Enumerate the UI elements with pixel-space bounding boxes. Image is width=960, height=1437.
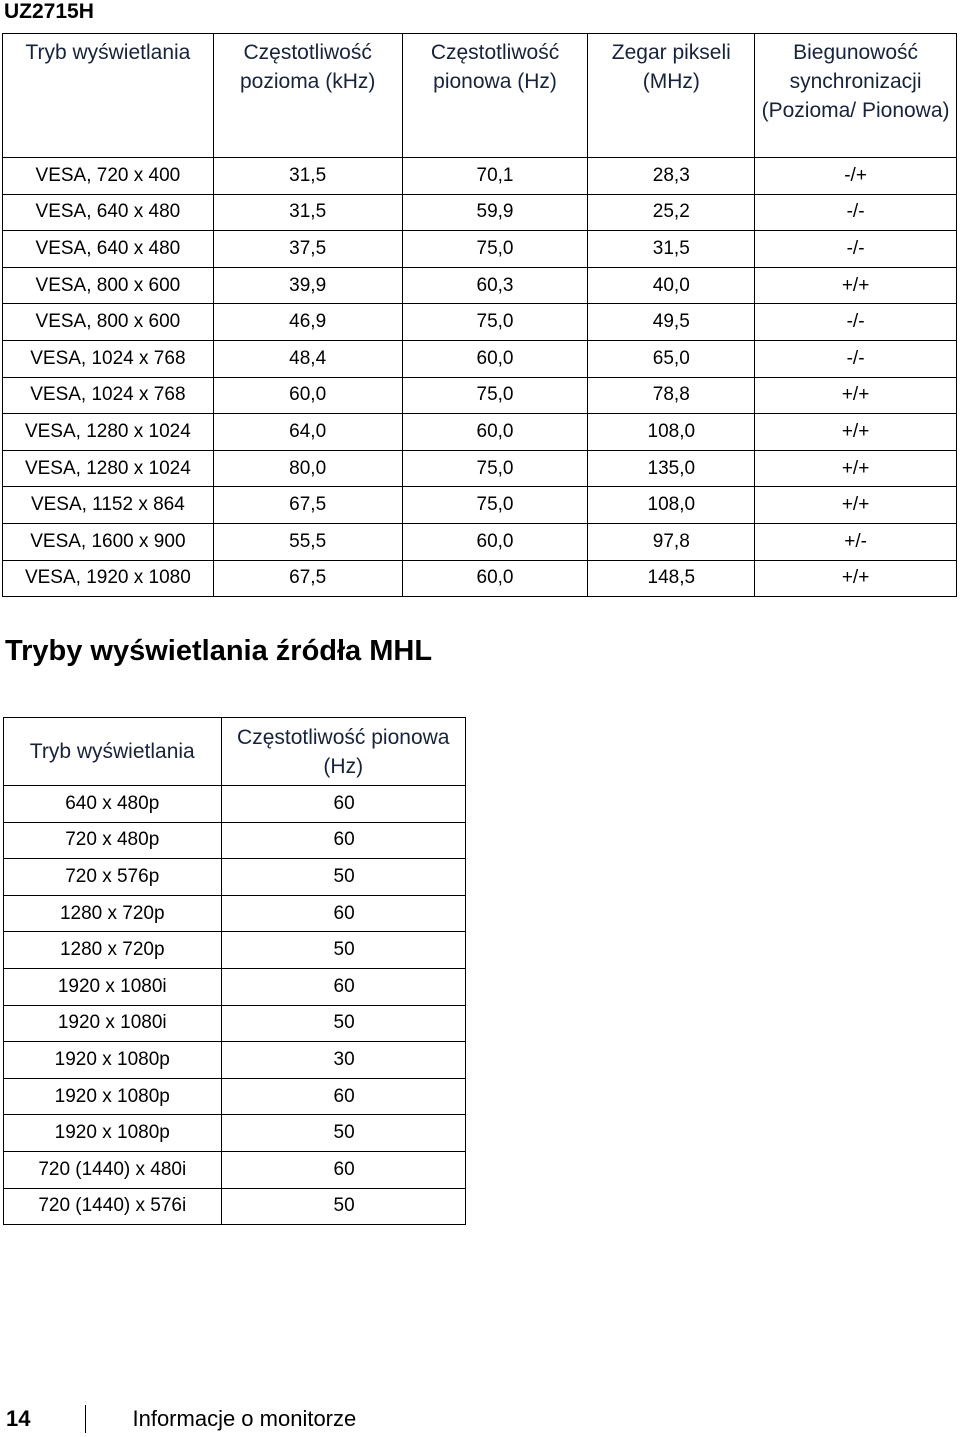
cell-pixel-clock: 65,0 bbox=[588, 340, 755, 377]
cell-horizontal-frequency: 60,0 bbox=[213, 377, 402, 414]
cell-horizontal-frequency: 31,5 bbox=[213, 158, 402, 195]
header-display-mode: Tryb wyświetlania bbox=[3, 34, 214, 158]
mhl-table-row bbox=[4, 1042, 466, 1079]
mhl-table-row bbox=[4, 968, 466, 1005]
table-row bbox=[3, 523, 957, 560]
cell-vertical-frequency: 60,0 bbox=[402, 560, 588, 597]
cell-pixel-clock: 108,0 bbox=[588, 487, 755, 524]
mhl-cell-vertical-frequency: 60 bbox=[221, 822, 465, 859]
cell-display-mode: VESA, 640 x 480 bbox=[3, 194, 214, 231]
cell-vertical-frequency: 60,0 bbox=[402, 523, 588, 560]
cell-horizontal-frequency: 48,4 bbox=[213, 340, 402, 377]
mhl-cell-display-mode: 720 (1440) x 576i bbox=[4, 1188, 222, 1225]
cell-sync-polarity: +/+ bbox=[755, 414, 957, 451]
cell-display-mode: VESA, 1280 x 1024 bbox=[3, 450, 214, 487]
mhl-modes-body bbox=[4, 786, 466, 1225]
table-row bbox=[3, 231, 957, 268]
page-footer bbox=[6, 1405, 356, 1433]
cell-vertical-frequency: 75,0 bbox=[402, 450, 588, 487]
mhl-table-row bbox=[4, 859, 466, 896]
cell-horizontal-frequency: 31,5 bbox=[213, 194, 402, 231]
mhl-cell-display-mode: 720 (1440) x 480i bbox=[4, 1151, 222, 1188]
header-vertical-frequency: Częstotliwość pionowa (Hz) bbox=[402, 34, 588, 158]
cell-display-mode: VESA, 720 x 400 bbox=[3, 158, 214, 195]
mhl-cell-vertical-frequency: 60 bbox=[221, 1078, 465, 1115]
cell-vertical-frequency: 75,0 bbox=[402, 487, 588, 524]
mhl-cell-display-mode: 1920 x 1080i bbox=[4, 968, 222, 1005]
cell-display-mode: VESA, 1920 x 1080 bbox=[3, 560, 214, 597]
cell-display-mode: VESA, 1024 x 768 bbox=[3, 377, 214, 414]
cell-pixel-clock: 148,5 bbox=[588, 560, 755, 597]
mhl-cell-vertical-frequency: 60 bbox=[221, 968, 465, 1005]
cell-display-mode: VESA, 1280 x 1024 bbox=[3, 414, 214, 451]
mhl-cell-vertical-frequency: 50 bbox=[221, 859, 465, 896]
cell-display-mode: VESA, 1152 x 864 bbox=[3, 487, 214, 524]
mhl-cell-vertical-frequency: 50 bbox=[221, 1115, 465, 1152]
table-row bbox=[3, 560, 957, 597]
mhl-cell-vertical-frequency: 30 bbox=[221, 1042, 465, 1079]
table-row bbox=[3, 267, 957, 304]
mhl-header-display-mode: Tryb wyświetlania bbox=[4, 718, 222, 786]
cell-pixel-clock: 40,0 bbox=[588, 267, 755, 304]
display-modes-table bbox=[2, 33, 957, 597]
cell-pixel-clock: 108,0 bbox=[588, 414, 755, 451]
mhl-cell-display-mode: 1280 x 720p bbox=[4, 932, 222, 969]
mhl-section-title: Tryby wyświetlania źródła MHL bbox=[5, 635, 433, 667]
header-pixel-clock: Zegar pikseli (MHz) bbox=[588, 34, 755, 158]
mhl-header-row bbox=[4, 718, 466, 786]
footer-section-name: Informacje o monitorze bbox=[132, 1406, 357, 1431]
cell-vertical-frequency: 60,3 bbox=[402, 267, 588, 304]
cell-sync-polarity: +/+ bbox=[755, 377, 957, 414]
table-header-row bbox=[3, 34, 957, 158]
cell-horizontal-frequency: 46,9 bbox=[213, 304, 402, 341]
table-row bbox=[3, 340, 957, 377]
mhl-table-row bbox=[4, 932, 466, 969]
mhl-cell-display-mode: 720 x 480p bbox=[4, 822, 222, 859]
cell-display-mode: VESA, 800 x 600 bbox=[3, 267, 214, 304]
mhl-cell-vertical-frequency: 60 bbox=[221, 895, 465, 932]
mhl-table-row bbox=[4, 1188, 466, 1225]
cell-sync-polarity: -/- bbox=[755, 231, 957, 268]
header-horizontal-frequency: Częstotliwość pozioma (kHz) bbox=[213, 34, 402, 158]
cell-sync-polarity: -/- bbox=[755, 194, 957, 231]
cell-vertical-frequency: 59,9 bbox=[402, 194, 588, 231]
mhl-cell-display-mode: 1920 x 1080p bbox=[4, 1115, 222, 1152]
cell-vertical-frequency: 75,0 bbox=[402, 304, 588, 341]
cell-sync-polarity: +/+ bbox=[755, 267, 957, 304]
mhl-cell-vertical-frequency: 50 bbox=[221, 1188, 465, 1225]
cell-pixel-clock: 78,8 bbox=[588, 377, 755, 414]
cell-sync-polarity: +/- bbox=[755, 523, 957, 560]
cell-horizontal-frequency: 67,5 bbox=[213, 560, 402, 597]
cell-vertical-frequency: 60,0 bbox=[402, 340, 588, 377]
table-row bbox=[3, 377, 957, 414]
table-row bbox=[3, 158, 957, 195]
cell-horizontal-frequency: 37,5 bbox=[213, 231, 402, 268]
page-number: 14 bbox=[6, 1406, 31, 1431]
cell-pixel-clock: 28,3 bbox=[588, 158, 755, 195]
footer-divider bbox=[85, 1405, 86, 1433]
cell-display-mode: VESA, 640 x 480 bbox=[3, 231, 214, 268]
cell-pixel-clock: 49,5 bbox=[588, 304, 755, 341]
cell-sync-polarity: -/+ bbox=[755, 158, 957, 195]
cell-pixel-clock: 135,0 bbox=[588, 450, 755, 487]
table-row bbox=[3, 194, 957, 231]
cell-sync-polarity: -/- bbox=[755, 304, 957, 341]
cell-display-mode: VESA, 1024 x 768 bbox=[3, 340, 214, 377]
mhl-cell-display-mode: 640 x 480p bbox=[4, 786, 222, 823]
cell-pixel-clock: 25,2 bbox=[588, 194, 755, 231]
cell-pixel-clock: 97,8 bbox=[588, 523, 755, 560]
mhl-table-row bbox=[4, 1115, 466, 1152]
table-row bbox=[3, 450, 957, 487]
cell-sync-polarity: +/+ bbox=[755, 450, 957, 487]
mhl-cell-vertical-frequency: 60 bbox=[221, 786, 465, 823]
cell-horizontal-frequency: 67,5 bbox=[213, 487, 402, 524]
table-row bbox=[3, 487, 957, 524]
mhl-table-row bbox=[4, 1078, 466, 1115]
mhl-cell-display-mode: 1920 x 1080p bbox=[4, 1078, 222, 1115]
cell-vertical-frequency: 75,0 bbox=[402, 377, 588, 414]
table-row bbox=[3, 414, 957, 451]
display-modes-body bbox=[3, 158, 957, 597]
cell-display-mode: VESA, 800 x 600 bbox=[3, 304, 214, 341]
mhl-cell-display-mode: 720 x 576p bbox=[4, 859, 222, 896]
cell-vertical-frequency: 70,1 bbox=[402, 158, 588, 195]
cell-horizontal-frequency: 80,0 bbox=[213, 450, 402, 487]
mhl-cell-vertical-frequency: 50 bbox=[221, 932, 465, 969]
mhl-cell-vertical-frequency: 50 bbox=[221, 1005, 465, 1042]
cell-display-mode: VESA, 1600 x 900 bbox=[3, 523, 214, 560]
mhl-cell-vertical-frequency: 60 bbox=[221, 1151, 465, 1188]
cell-pixel-clock: 31,5 bbox=[588, 231, 755, 268]
cell-horizontal-frequency: 39,9 bbox=[213, 267, 402, 304]
cell-sync-polarity: +/+ bbox=[755, 487, 957, 524]
table-row bbox=[3, 304, 957, 341]
cell-sync-polarity: -/- bbox=[755, 340, 957, 377]
mhl-table-row bbox=[4, 895, 466, 932]
mhl-table-row bbox=[4, 1151, 466, 1188]
model-title: UZ2715H bbox=[4, 0, 94, 23]
cell-vertical-frequency: 60,0 bbox=[402, 414, 588, 451]
mhl-table-row bbox=[4, 1005, 466, 1042]
header-sync-polarity: Biegunowość synchronizacji (Pozioma/ Pionowa) bbox=[755, 34, 957, 158]
mhl-table-row bbox=[4, 822, 466, 859]
mhl-modes-table bbox=[3, 717, 466, 1225]
mhl-header-vertical-frequency: Częstotliwość pionowa (Hz) bbox=[221, 718, 465, 786]
mhl-cell-display-mode: 1280 x 720p bbox=[4, 895, 222, 932]
cell-vertical-frequency: 75,0 bbox=[402, 231, 588, 268]
cell-horizontal-frequency: 55,5 bbox=[213, 523, 402, 560]
cell-horizontal-frequency: 64,0 bbox=[213, 414, 402, 451]
mhl-cell-display-mode: 1920 x 1080i bbox=[4, 1005, 222, 1042]
mhl-table-row bbox=[4, 786, 466, 823]
cell-sync-polarity: +/+ bbox=[755, 560, 957, 597]
mhl-cell-display-mode: 1920 x 1080p bbox=[4, 1042, 222, 1079]
